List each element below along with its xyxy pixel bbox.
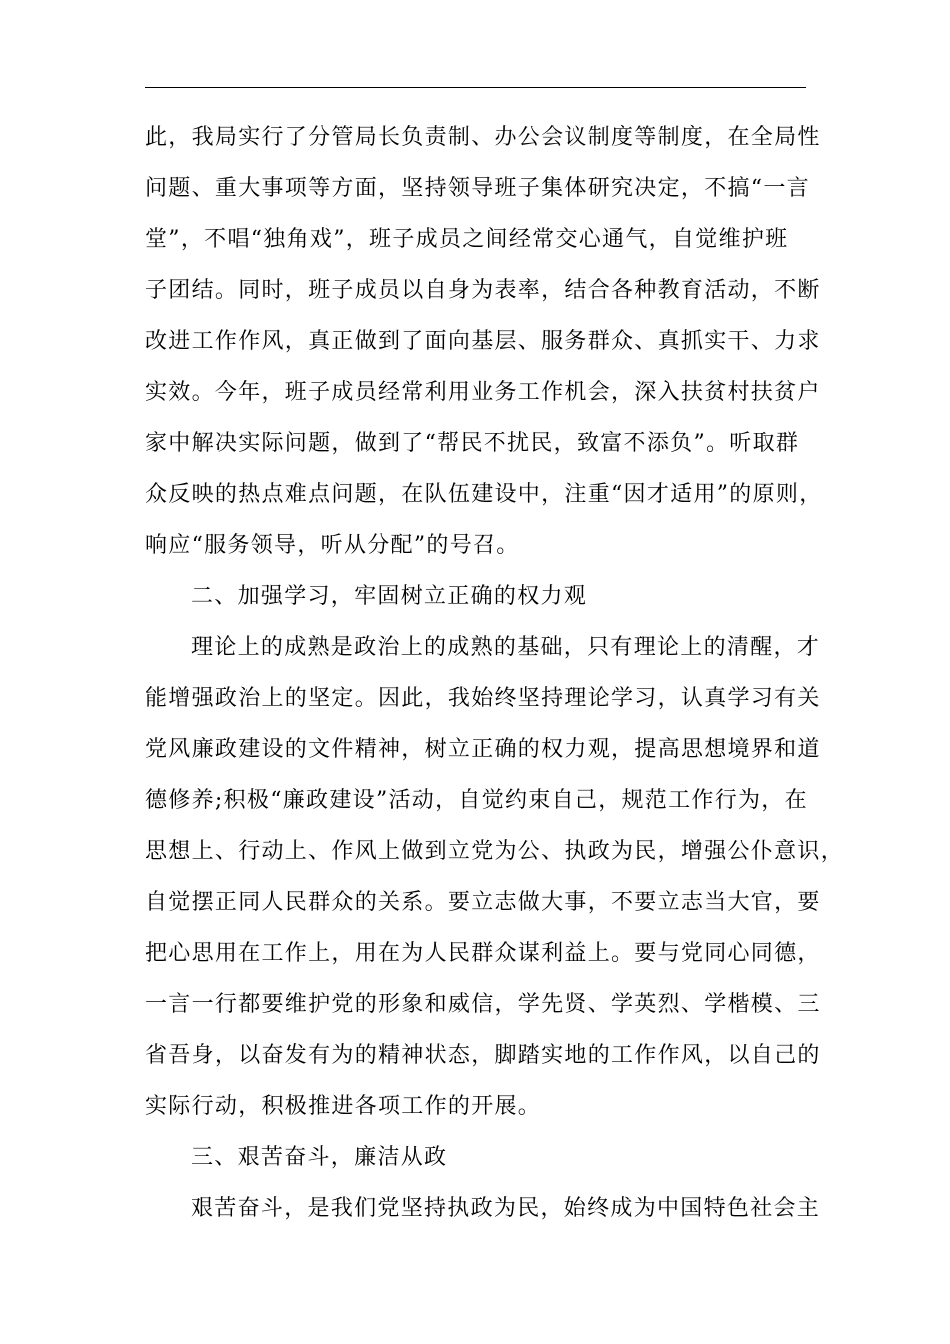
section-heading: 二、加强学习，牢固树立正确的权力观 xyxy=(191,584,588,609)
text-line: 问题、重大事项等方面，坚持领导班子集体研究决定，不搞“一言 xyxy=(145,176,810,201)
text-line: 实际行动，积极推进各项工作的开展。 xyxy=(145,1094,542,1119)
text-line: 堂”，不唱“独角戏”，班子成员之间经常交心通气，自觉维护班 xyxy=(145,227,789,252)
text-line: 把心思用在工作上，用在为人民群众谋利益上。要与党同心同德， xyxy=(145,941,821,966)
text-line: 省吾身，以奋发有为的精神状态，脚踏实地的工作作风，以自己的 xyxy=(145,1043,821,1068)
header-rule xyxy=(145,87,806,88)
document-body xyxy=(145,121,845,1243)
text-line: 一言一行都要维护党的形象和威信，学先贤、学英烈、学楷模、三 xyxy=(145,992,821,1017)
text-line: 能增强政治上的坚定。因此，我始终坚持理论学习，认真学习有关 xyxy=(145,686,821,711)
text-line: 理论上的成熟是政治上的成熟的基础，只有理论上的清醒，才 xyxy=(191,635,821,660)
text-line: 此，我局实行了分管局长负责制、办公会议制度等制度，在全局性 xyxy=(145,125,821,150)
text-line: 艰苦奋斗，是我们党坚持执政为民，始终成为中国特色社会主 xyxy=(191,1196,821,1221)
text-line: 党风廉政建设的文件精神，树立正确的权力观，提高思想境界和道 xyxy=(145,737,821,762)
text-line: 自觉摆正同人民群众的关系。要立志做大事，不要立志当大官，要 xyxy=(145,890,821,915)
text-line: 子团结。同时，班子成员以自身为表率，结合各种教育活动，不断 xyxy=(145,278,821,303)
text-line: 众反映的热点难点问题，在队伍建设中，注重“因才适用”的原则， xyxy=(145,482,823,507)
text-line: 家中解决实际问题，做到了“帮民不扰民，致富不添负”。听取群 xyxy=(145,431,800,456)
text-line: 实效。今年，班子成员经常利用业务工作机会，深入扶贫村扶贫户 xyxy=(145,380,821,405)
section-heading: 三、艰苦奋斗，廉洁从政 xyxy=(191,1145,448,1170)
text-line: 改进工作作风，真正做到了面向基层、服务群众、真抓实干、力求 xyxy=(145,329,821,354)
text-line: 思想上、行动上、作风上做到立党为公、执政为民，增强公仆意识， xyxy=(145,839,845,864)
text-line: 德修养;积极“廉政建设”活动，自觉约束自己，规范工作行为，在 xyxy=(145,788,808,813)
text-line: 响应“服务领导，听从分配”的号召。 xyxy=(145,533,520,558)
